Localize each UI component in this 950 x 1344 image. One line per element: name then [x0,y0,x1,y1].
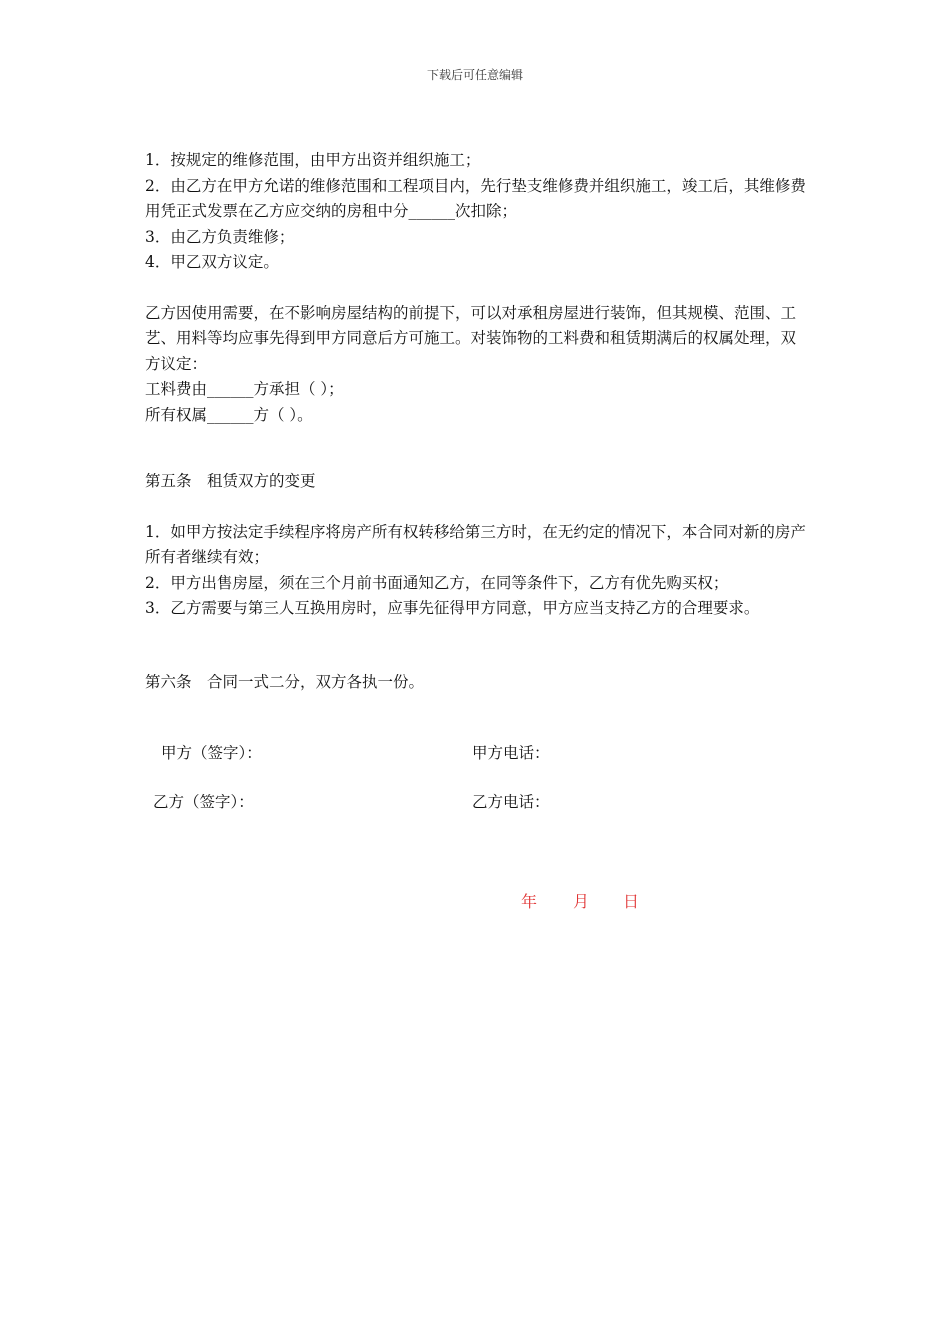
decoration-cost-line: 工料费由______方承担（ ）； [145,380,344,398]
spacer [145,495,810,520]
repair-option-2: 2．由乙方在甲方允诺的维修范围和工程项目内，先行垫支维修费并组织施工，竣工后，其维修费用凭正式发票在乙方应交纳的房租中分______次扣除； [145,176,806,220]
spacer [145,622,810,670]
repair-option-4: 4．甲乙双方议定。 [145,253,279,271]
repair-option-1: 1．按规定的维修范围，由甲方出资并组织施工； [145,151,481,169]
decoration-ownership-line: 所有权属______方（ ）。 [145,405,313,424]
date-year: 年 [521,892,538,911]
article5-item-2: 2．甲方出售房屋，须在三个月前书面通知乙方，在同等条件下，乙方有优先购买权； [145,573,729,592]
party-b-sign-label: 乙方（签字）： [153,793,254,811]
party-a-sign-label: 甲方（签字）： [161,744,262,762]
article6-title: 第六条 合同一式二分，双方各执一份。 [145,672,425,691]
document-body [145,148,810,695]
party-b-phone-label: 乙方电话： [472,793,550,811]
article5-item-3: 3．乙方需要与第三人互换用房时，应事先征得甲方同意，甲方应当支持乙方的合理要求。 [145,599,760,617]
party-a-phone-label: 甲方电话： [472,744,550,762]
article5-item-1: 1．如甲方按法定手续程序将房产所有权转移给第三方时，在无约定的情况下，本合同对新的房产所有者继续有效； [145,522,806,566]
article5-title: 第五条 租赁双方的变更 [145,472,316,490]
spacer [145,276,810,301]
date-month: 月 [573,892,590,911]
date-day: 日 [623,892,640,911]
header-note: 下载后可任意编辑 [426,68,523,82]
decoration-paragraph: 乙方因使用需要，在不影响房屋结构的前提下，可以对承租房屋进行装饰，但其规模、范围、工艺、用料等均应事先得到甲方同意后方可施工。对装饰物的工料费和租赁期满后的权属处理，双方议定： [145,303,797,373]
date-line [521,891,639,913]
repair-option-3: 3．由乙方负责维修； [145,227,295,246]
spacer [145,428,810,469]
